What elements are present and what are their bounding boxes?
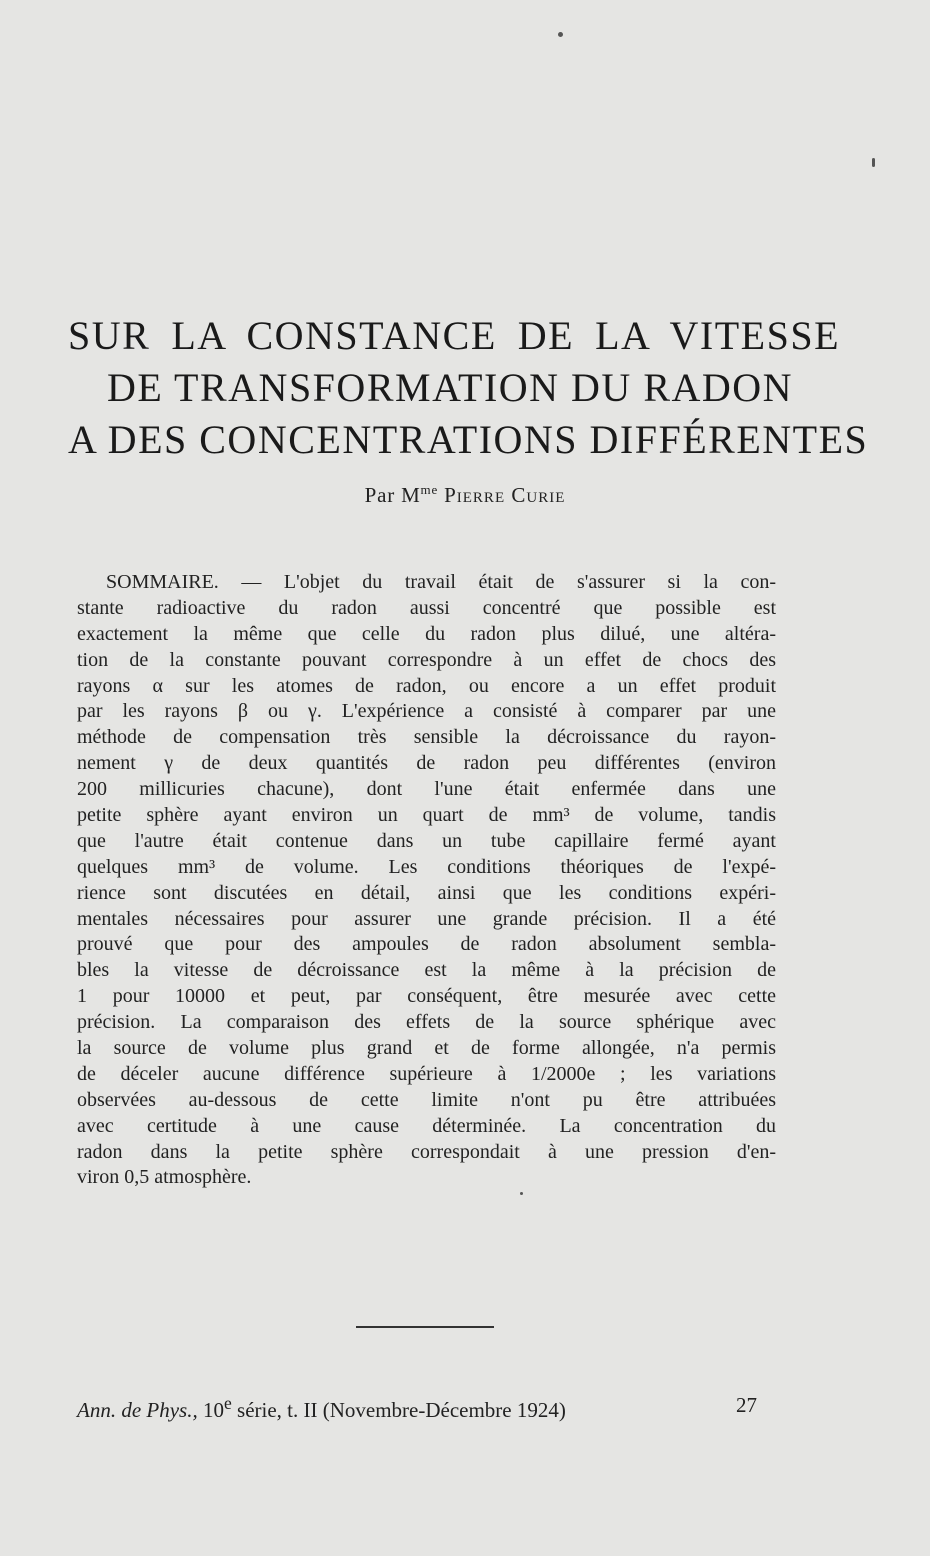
author-byline (0, 482, 930, 508)
summary-line: que l'autre était contenue dans un tube capillaire fermé ayant (77, 829, 776, 852)
summary-line: nement γ de deux quantités de radon peu différentes (environ (77, 752, 776, 775)
summary-line: méthode de compensation très sensible la décroissance du rayon- (77, 726, 776, 749)
summary-line: 1 pour 10000 et peut, par conséquent, être mesurée avec cette (77, 985, 776, 1008)
summary-line: exactement la même que celle du radon plus dilué, une altéra- (77, 622, 776, 645)
summary-line: mentales nécessaires pour assurer une grande précision. Il a été (77, 907, 776, 930)
summary-line: rayons α sur les atomes de radon, ou encore a un effet produit (77, 674, 776, 697)
summary-line: avec certitude à une cause déterminée. La concentration du (77, 1114, 776, 1137)
summary-line: observées au-dessous de cette limite n'ont pu être attribuées (77, 1088, 776, 1111)
print-speck (558, 32, 563, 37)
summary-line: quelques mm³ de volume. Les conditions théoriques de l'expé- (77, 855, 776, 878)
title-line-2: DE TRANSFORMATION DU RADON (106, 365, 794, 410)
summary-line: bles la vitesse de décroissance est la même à la précision de (77, 959, 776, 982)
section-divider (356, 1326, 494, 1328)
summary-line: rience sont discutées en détail, ainsi que les conditions expéri- (77, 881, 776, 904)
summary-line: viron 0,5 atmosphère. (77, 1166, 252, 1189)
page-footer (77, 1393, 757, 1423)
article-title (60, 310, 869, 466)
print-speck (520, 1192, 523, 1195)
summary-line: radon dans la petite sphère correspondait à une pression d'en- (77, 1140, 776, 1163)
summary-line: par les rayons β ou γ. L'expérience a consisté à comparer par une (77, 700, 776, 723)
summary-line: précision. La comparaison des effets de la source sphérique avec (77, 1011, 776, 1034)
page-number: 27 (736, 1393, 757, 1417)
summary-line: 200 millicuries chacune), dont l'une était enfermée dans une (77, 778, 776, 801)
summary-line: stante radioactive du radon aussi concentré que possible est (77, 596, 776, 619)
journal-name: Ann. de Phys., (77, 1398, 198, 1422)
title-line-1: SUR LA CONSTANCE DE LA VITESSE (68, 313, 840, 358)
summary-paragraph (77, 570, 776, 1191)
byline-prefix: Par $M^{me}$ (364, 482, 439, 507)
summary-line: la source de volume plus grand et de forme allongée, n'a permis (77, 1037, 776, 1060)
summary-line: petite sphère ayant environ un quart de mm³ de volume, tandis (77, 804, 776, 827)
summary-line: de déceler aucune différence supérieure à 1/2000e ; les variations (77, 1062, 776, 1085)
print-speck (872, 158, 875, 167)
summary-line: tion de la constante pouvant correspondre à un effet de chocs des (77, 648, 776, 671)
summary-line: SOMMAIRE. — L'objet du travail était de s'assurer si la con- (106, 571, 776, 593)
summary-line: prouvé que pour des ampoules de radon absolument sembla- (77, 933, 776, 956)
title-line-3: A DES CONCENTRATIONS DIFFÉRENTES (68, 417, 869, 462)
series-info: 10e série, t. II (Novembre-Décembre 1924) (202, 1393, 566, 1422)
author-name: Pierre Curie (444, 483, 566, 507)
